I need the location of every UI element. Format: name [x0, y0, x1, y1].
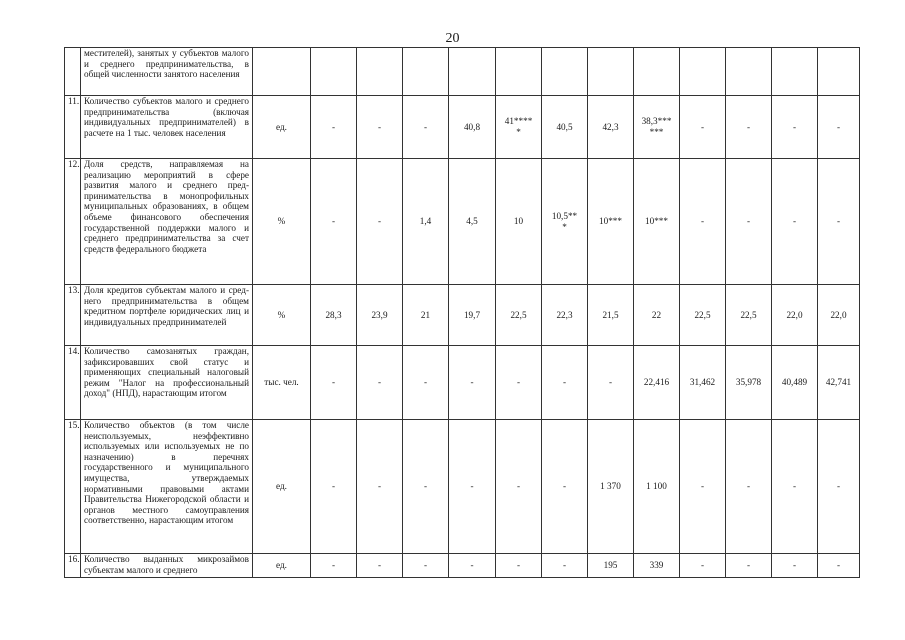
value-text: 42,3 — [602, 121, 619, 132]
value-cell — [357, 346, 403, 420]
value-text: 339 — [649, 560, 664, 571]
value-cell — [542, 48, 588, 96]
unit-cell: тыс. чел. — [253, 346, 311, 420]
value-text: 10,5** * — [551, 210, 578, 232]
value-cell — [818, 96, 860, 159]
value-cell — [496, 554, 542, 578]
value-cell — [772, 420, 818, 554]
value-cell — [542, 96, 588, 159]
value-text: - — [331, 560, 336, 571]
value-text: 41**** * — [504, 116, 533, 137]
value-cell — [311, 159, 357, 285]
value-text: 22,3 — [556, 309, 573, 320]
value-text: - — [516, 377, 521, 388]
unit-cell: ед. — [253, 420, 311, 554]
value-cell — [634, 96, 680, 159]
value-cell — [680, 159, 726, 285]
value-cell — [403, 159, 449, 285]
value-cell — [772, 48, 818, 96]
table-row — [65, 346, 860, 420]
value-text: 10*** — [599, 216, 622, 227]
value-text: 23,9 — [371, 309, 388, 320]
value-text: 35,978 — [735, 377, 762, 388]
value-text: - — [377, 121, 382, 132]
value-cell — [818, 420, 860, 554]
value-cell — [726, 96, 772, 159]
value-cell — [588, 346, 634, 420]
value-cell — [818, 346, 860, 420]
value-cell — [311, 48, 357, 96]
value-cell — [818, 48, 860, 96]
unit-cell: ед. — [253, 554, 311, 578]
value-text: - — [746, 481, 751, 492]
page-number: 20 — [445, 31, 460, 46]
value-cell — [818, 554, 860, 578]
value-text: 10*** — [645, 216, 668, 227]
value-text: 28,3 — [325, 309, 342, 320]
value-cell — [403, 96, 449, 159]
value-cell — [311, 554, 357, 578]
value-cell — [588, 285, 634, 346]
table-row — [65, 96, 860, 159]
value-cell — [357, 48, 403, 96]
value-cell — [357, 159, 403, 285]
table-row — [65, 159, 860, 285]
table-row — [65, 48, 860, 96]
value-text: 19,7 — [463, 309, 481, 320]
table-body — [65, 48, 860, 578]
value-cell — [680, 554, 726, 578]
value-text: 4,5 — [466, 216, 478, 227]
value-text: - — [700, 481, 705, 492]
value-cell — [726, 159, 772, 285]
value-cell — [634, 48, 680, 96]
value-cell — [542, 554, 588, 578]
value-text: - — [608, 377, 613, 388]
value-text: 40,489 — [781, 377, 808, 388]
value-cell — [588, 420, 634, 554]
value-cell — [311, 346, 357, 420]
value-cell — [542, 420, 588, 554]
value-text: - — [516, 560, 521, 571]
value-cell — [449, 285, 496, 346]
value-cell — [634, 159, 680, 285]
value-cell — [542, 346, 588, 420]
value-text: 31,462 — [689, 377, 716, 388]
indicator-name: Доля средств, направляемая на реализацию мероприятий в сфере развития малого и среднего предпринимательства в монопрофильных муниципальных образованиях, в общем объеме финансового обеспечения государственной поддержки малого и среднего предпринимательства за счет средств федерального бюджета — [81, 159, 253, 285]
value-text: - — [562, 481, 567, 492]
value-text: - — [470, 560, 474, 571]
value-cell — [680, 48, 726, 96]
row-number — [65, 48, 81, 96]
value-text: 1 100 — [646, 481, 667, 492]
value-text: 22,0 — [830, 309, 847, 320]
value-cell — [542, 285, 588, 346]
value-text: - — [700, 216, 705, 227]
value-cell — [496, 285, 542, 346]
indicator-name: местителей), занятых у субъектов малого и среднего предпринимательства, в общей численности занятого населения — [81, 48, 253, 96]
value-cell — [726, 554, 772, 578]
value-text: 10 — [513, 216, 524, 227]
value-text: - — [746, 560, 751, 571]
value-cell — [496, 420, 542, 554]
indicator-name: Количество объектов (в том числе неиспользуемых, неэффективно используемых или используемых не по назначению) в перечнях государственного и муниципального имущества, утверждаемых нормативными правовыми актами Правительства Нижегородской области и органов местного самоуправления соответственно, нарастающим итогом — [81, 420, 253, 554]
value-cell — [588, 48, 634, 96]
value-cell — [357, 96, 403, 159]
value-cell — [496, 48, 542, 96]
value-cell — [357, 420, 403, 554]
table-row — [65, 554, 860, 578]
value-text: - — [746, 216, 751, 227]
value-text: 40,5 — [556, 121, 573, 132]
value-text: 21,5 — [602, 309, 619, 320]
indicator-name: Доля кредитов субъектам малого и сред-него предпринимательства в общем кредитном портфеле юридических лиц и индивидуальных предпринимателей — [81, 285, 253, 346]
value-text: - — [562, 560, 567, 571]
value-cell — [311, 96, 357, 159]
indicator-name: Количество субъектов малого и среднего предпринимательства (включая индивидуальных предпринимателей) в расчете на 1 тыс. человек населения — [81, 96, 253, 159]
value-cell — [772, 285, 818, 346]
value-cell — [726, 285, 772, 346]
value-text: - — [562, 377, 567, 388]
row-number: 16. — [65, 554, 81, 578]
value-text: 22,0 — [786, 309, 803, 320]
value-text: - — [700, 121, 705, 132]
value-cell — [680, 96, 726, 159]
value-cell — [449, 159, 496, 285]
value-cell — [357, 285, 403, 346]
value-cell — [772, 96, 818, 159]
value-text: - — [792, 481, 797, 492]
value-cell — [403, 420, 449, 554]
value-text: 22,416 — [643, 377, 670, 388]
value-text: - — [836, 481, 841, 492]
value-text: 1,4 — [419, 216, 432, 227]
value-text: - — [331, 216, 336, 227]
value-text: 42,741 — [825, 377, 852, 388]
value-text: - — [792, 560, 797, 571]
value-cell — [403, 554, 449, 578]
value-cell — [449, 48, 496, 96]
indicator-name: Количество выданных микрозаймов субъектам малого и среднего — [81, 554, 253, 578]
table-row — [65, 420, 860, 554]
value-text: - — [331, 121, 336, 132]
row-number: 13. — [65, 285, 81, 346]
value-cell — [818, 159, 860, 285]
value-cell — [726, 420, 772, 554]
value-cell — [726, 346, 772, 420]
row-number: 12. — [65, 159, 81, 285]
value-text: - — [423, 377, 428, 388]
value-text: - — [700, 560, 705, 571]
value-cell — [496, 96, 542, 159]
value-text: - — [836, 560, 841, 571]
value-cell — [403, 346, 449, 420]
table-row — [65, 285, 860, 346]
value-cell — [403, 48, 449, 96]
value-text: - — [423, 560, 428, 571]
value-cell — [680, 346, 726, 420]
value-cell — [818, 285, 860, 346]
value-text: - — [423, 481, 428, 492]
value-text: - — [377, 560, 382, 571]
value-cell — [634, 285, 680, 346]
value-cell — [449, 554, 496, 578]
value-text: 195 — [603, 560, 618, 571]
value-text: 22 — [651, 309, 662, 320]
value-text: 22,5 — [740, 309, 757, 320]
value-cell — [680, 285, 726, 346]
value-cell — [588, 96, 634, 159]
value-cell — [357, 554, 403, 578]
unit-cell: % — [253, 285, 311, 346]
value-cell — [311, 285, 357, 346]
value-text: - — [470, 481, 474, 492]
value-text: - — [423, 121, 428, 132]
value-cell — [680, 420, 726, 554]
value-cell — [449, 346, 496, 420]
value-text: - — [331, 481, 336, 492]
unit-cell: ед. — [253, 96, 311, 159]
value-cell — [496, 159, 542, 285]
row-number: 11. — [65, 96, 81, 159]
value-text: 40,8 — [463, 121, 481, 132]
value-cell — [634, 554, 680, 578]
value-cell — [772, 554, 818, 578]
value-cell — [634, 346, 680, 420]
value-text: 1 370 — [600, 481, 621, 492]
value-text: - — [792, 121, 797, 132]
row-number: 15. — [65, 420, 81, 554]
value-cell — [634, 420, 680, 554]
value-text: - — [331, 377, 336, 388]
value-text: - — [836, 216, 841, 227]
indicator-name: Количество самозанятых граждан, зафиксировавших свой статус и применяющих специальный налоговый режим "Налог на профессиональный доход" (НПД), нарастающим итогом — [81, 346, 253, 420]
value-text: 22,5 — [510, 309, 527, 320]
value-text: - — [516, 481, 521, 492]
value-text: - — [377, 481, 382, 492]
value-text: 38,3*** *** — [641, 116, 672, 137]
value-cell — [496, 346, 542, 420]
value-cell — [449, 96, 496, 159]
value-cell — [772, 346, 818, 420]
indicators-table — [64, 47, 860, 578]
value-text: 22,5 — [694, 309, 711, 320]
value-text: - — [792, 216, 797, 227]
value-cell — [726, 48, 772, 96]
value-text: - — [836, 121, 841, 132]
value-cell — [588, 554, 634, 578]
row-number: 14. — [65, 346, 81, 420]
value-cell — [403, 285, 449, 346]
unit-cell: % — [253, 159, 311, 285]
value-text: - — [470, 377, 474, 388]
value-text: - — [377, 377, 382, 388]
value-cell — [588, 159, 634, 285]
value-text: - — [746, 121, 751, 132]
value-cell — [449, 420, 496, 554]
unit-cell — [253, 48, 311, 96]
value-cell — [542, 159, 588, 285]
value-text: - — [377, 216, 382, 227]
value-text: 21 — [420, 309, 431, 320]
value-cell — [311, 420, 357, 554]
value-cell — [772, 159, 818, 285]
